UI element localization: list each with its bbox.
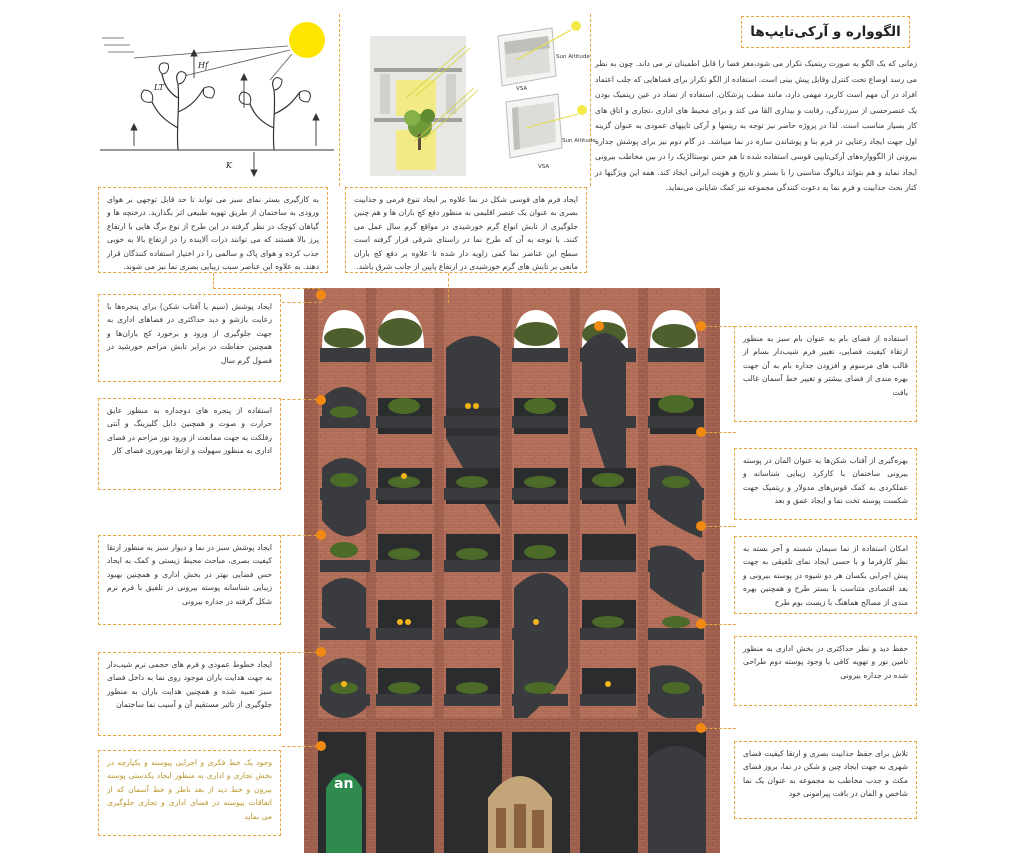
sun-icon (289, 22, 325, 58)
sun-icon (571, 21, 581, 31)
sun-shading-diagram (366, 18, 596, 180)
callout-dot (316, 290, 326, 300)
label-vsa: VSA (538, 164, 550, 170)
note-arch-forms: ایجاد فرم های قوسی شکل در نما علاوه بر ایجاد تنوع فرمی و جذابیت بصری به عنوان یک عنصر اقلیمی به منظور دفع کج باران ها و هم چنین جلوگیری از تابش انواع گرم خورشیدی در مواقع گرم سال عمل می کنند. با توجه به آن که طرح نما در راستای شرقی قرار گرفته است سطح این عناصر نما کمی زاویه دار شده تا علاوه بر دفع کج باران مانعی بر تابش های گرم خورشیدی در ارتفاع پایین از جانب شرق باشد. (345, 187, 587, 273)
callout-dot (696, 723, 706, 733)
left-note-5: وجود یک خط فکری و اجرایی پیوسته و یکپارچه در بخش تجاری و اداری به منظور ایجاد یکدستی پوسته بیرون و خط دید از بعد ناظر و خط آسمان که از اتفاقات پیوسته در فضای اداری و تجاری جلوگیری می نماید (98, 750, 281, 836)
label-lt: LT (154, 83, 164, 92)
callout-dot (696, 521, 706, 531)
label-hf: Hf (198, 61, 208, 70)
plant-energy-diagram (94, 18, 340, 180)
intro-paragraph: زمانی که یک الگو به صورت ریتمیک تکرار می شود،مغز فضا را قابل اطمینان تر می داند. چون به نظر می رسد اوضاع تحت کنترل وقابل پیش بینی است. استفاده از الگو تکرار برای فضاهایی که جلب اعتماد افراد در آن مهم است کاربرد مهمی دارد، مانند مطب پزشکان. استفاده از تضاد در عین ریتمیک بودن یک عنصرحسی از سرزندگی، رقابت و بیداری القا می کند و برای محیط های اداری ،تجاری و اتاق های کار بسیار مناسب است. لذا در پروژه حاضر نیز توجه به ریتمها و آرکی تایپهای عمودی به عنوان گزینه اول جهت ایجاد رعنایی در فرم بنا و پوشاندن سازه در نما میباشد. در گام دوم نیز برای پوشش جداره بیرونی از الگوواره‌های آرکی‌تایپی قوسی استفاده شده تا هم حس نوستالژیک را در بین مخاطب بیرونی ایجاد نماید و هم بتواند دیالوگ مناسبی را با بستر و تاریخ و هویت ایرانی ایجاد کند. همه این ویژگیها در کنار بحث جذابیت و فرم نما به دعوت کنندگی مجموعه نیز کمک شایانی می‌نماید. (595, 59, 917, 192)
right-note-3: امکان استفاده از نما سیمان شسته و آجر بسته به نظر کارفرما و با حسی ایجاد نمای تلفیقی به جهت پیش اجرایی یکسان هر دو شیوه در پوسته بیرونی و بعد اقتصادی متناسب با بستر طرح و همچنین بهره مندی از مصالح هماهنگ با زیست بوم طرح (734, 536, 917, 614)
left-note-1: ایجاد پوشش (سیم یا آفتاب شکن) برای پنجره‌ها با رعایت بازشو و دید حداکثری در فضاهای اداری به جهت جلوگیری از ورود و برخورد کج باران‌ها و همچنین حفاظت در برابر تابش مزاحم خورشید در فصول گرم سال (98, 294, 281, 382)
connector (213, 288, 320, 289)
label-sun-altitude: Sun Altitude (556, 54, 590, 60)
left-note-3: ایجاد پوشش سبز در نما و دیوار سبز به منظور ارتقا کیفیت بصری، مباحث محیط زیستی و کمک به ایجاد حس فضایی بهتر در بخش اداری و همچنین بهبود زیبایی شناسانه پوسته بیرونی در تلفیق با فرم نرم شکل گرفته در جداره بیرونی (98, 535, 281, 625)
page-title: الگوواره و آرکی‌تایپ‌ها (741, 16, 910, 48)
callout-dot (316, 647, 326, 657)
shop-sign: an (334, 776, 354, 792)
connector (339, 14, 340, 186)
connector (448, 273, 449, 303)
callout-dot (316, 395, 326, 405)
connector (590, 14, 591, 186)
label-sun-altitude: Sun Altitude (562, 138, 596, 144)
callout-dot (316, 530, 326, 540)
label-vsa: VSA (516, 86, 528, 92)
connector (213, 273, 214, 289)
connector (282, 302, 322, 303)
right-note-4: حفظ دید و نظر حداکثری در بخش اداری به منظور تامین نور و تهویه کافی با وجود پوسته دوم طراحی شده در جداره بیرونی (734, 636, 917, 706)
left-note-4: ایجاد خطوط عمودی و فرم های حجمی نرم شیب‌دار به جهت هدایت باران موجود روی نما به داخل فضای سبز تعبیه شده و همچنین هدایت باران به منظور جلوگیری از تاثیر مستقیم آن و آسیب نما ساختمان (98, 652, 281, 736)
note-green-facade: به کارگیری بستر نمای سبز می تواند تا حد قابل توجهی بر هوای ورودی به ساختمان از طریق تهویه طبیعی اثر بگذارید. درختچه ها و گیاهان کوچک در نظر گرفته در این طرح از نوع برگ هایی با ارتفاع پرز بالا هستند که می توانند ذرات آلاینده را در ارتفاع بالا به خوبی جذب کرده و هوای پاک و سالمی را در اختیار استفاده کنندگان قرار دهند. به علاوه این عناصر سبب زیبایی بصری نما نیز می شوند. (98, 187, 328, 273)
building-facade (304, 288, 720, 853)
sun-icon (577, 105, 587, 115)
callout-dot (696, 619, 706, 629)
label-k: K (226, 161, 232, 170)
callout-dot (696, 321, 706, 331)
right-note-2: بهره‌گیری از آفتاب شکن‌ها به عنوان المان در پوسته بیرونی ساختمان با کارکرد زیبایی شناسانه و عملکردی به کمک قوس‌های مدولار و ریتمیک جهت شکست پوسته تخت نما و ایجاد عمق و بعد (734, 448, 917, 520)
right-note-5: تلاش برای حفظ جذابیت بصری و ارتقا کیفیت فضای شهری به جهت ایجاد چین و شکن در نما، بروز فضای مکث و جذب مخاطب به مجموعه به عنوان یک نما شاخص و المان در بافت پیرامونی خود (734, 741, 917, 819)
callout-dot (316, 741, 326, 751)
callout-dot (594, 321, 604, 331)
left-note-2: استفاده از پنجره های دوجداره به منظور عایق حرارت و صوت و همچنین دابل گلیزینگ و آنتی رفلکت به جهت ممانعت از ورود نور مزاحم در فضای اداری به منظور سهولت و ارتقا بهره‌وری فضای کار (98, 398, 281, 490)
callout-dot (696, 427, 706, 437)
right-note-1: استفاده از فضای بام به عنوان بام سبز به منظور ارتقاء کیفیت فضایی، تغییر فرم شیب‌دار بسام از قالب های مرسوم و افزودن جداره بام به آن جهت بهره مندی از فضای بیشتر و تغییر خط آسمان غالب بافت (734, 326, 917, 422)
